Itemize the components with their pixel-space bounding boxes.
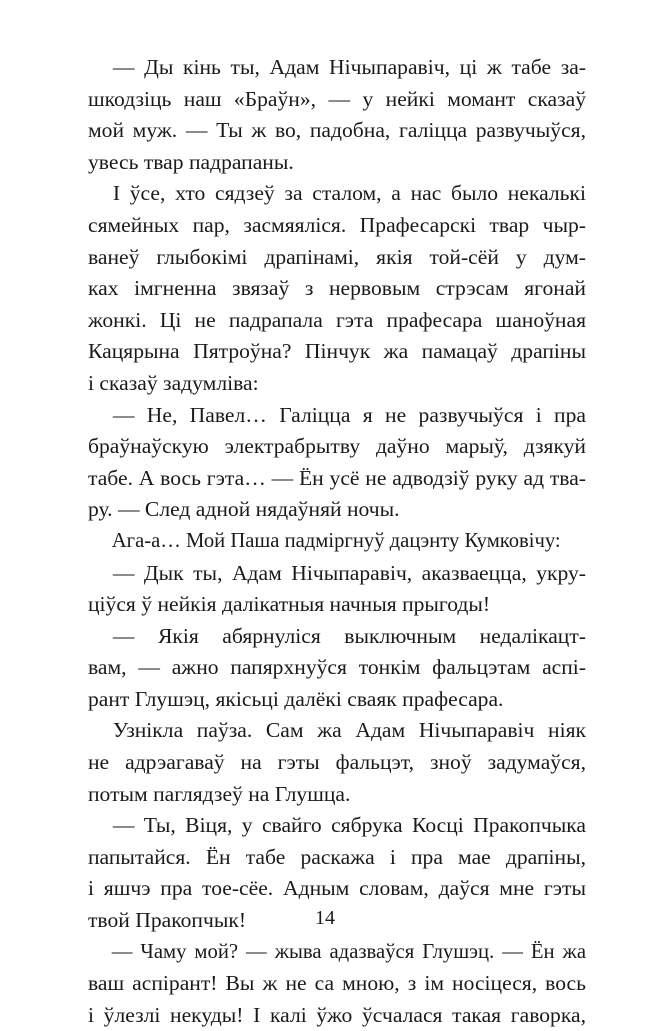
paragraph (88, 178, 586, 399)
text-line: — Ды кінь ты, Адам Нічыпаравіч, ці ж табе за- (112, 55, 586, 79)
text-line: Ага-а… Мой Паша падміргнуў дацэнту Кумковічу: (111, 529, 561, 552)
text-line: жонкі. Ці не падрапала гэта прафесара шаноўная (88, 307, 586, 332)
text-line: рант Глушэц, якісьці далёкі сваяк прафесара. (88, 686, 504, 711)
text-line: увесь твар падрапаны. (88, 149, 294, 174)
text-line: браўнаўскую электрабрытву даўно марыў, дзякуй (88, 434, 586, 459)
text-line: мой муж. — Ты ж во, падобна, галіцца развучыўся, (88, 118, 586, 143)
page-body (88, 52, 586, 1031)
text-line: сямейных пар, засмяяліся. Прафесарскі твар чыр- (88, 212, 586, 237)
text-line: папытайся. Ён табе раскажа і пра мае драпіны, (88, 844, 586, 869)
text-line: вам, — ажно папярхнуўся тонкім фальцэтам аспі- (88, 655, 586, 680)
text-line: — Не, Павел… Галіцца я не развучыўся і пра (112, 402, 586, 427)
text-line: І ўсе, хто сядзеў за сталом, а нас было некалькі (112, 181, 586, 206)
text-line: — Якія абярнуліся выключным недалікацт- (112, 623, 586, 648)
text-line: і сказаў задумліва: (88, 370, 259, 395)
text-line: потым паглядзеў на Глушца. (88, 781, 351, 806)
text-line: Кацярына Пятроўна? Пінчук жа памацаў драпіны (88, 339, 586, 364)
text-line: ваш аспірант! Вы ж не са мною, з ім носіцеся, вось (88, 971, 586, 996)
text-line: — Чаму мой? — жыва адазваўся Глушэц. — Ён жа (111, 940, 586, 963)
text-line: — Дык ты, Адам Нічыпаравіч, аказваецца, укру- (112, 560, 586, 585)
text-line: ру. — След адной нядаўняй ночы. (88, 497, 400, 522)
paragraph (88, 715, 586, 810)
paragraph (88, 937, 586, 1031)
paragraph (88, 400, 586, 526)
text-line: табе. А вось гэта… — Ён усё не адводзіў руку ад тва- (88, 465, 586, 490)
paragraph (88, 558, 586, 621)
paragraph (88, 621, 586, 716)
text-line: і ўлезлі некуды! І калі ўжо ўсчалася такая гаворка, (88, 1002, 586, 1027)
text-line: ках імгненна звязаў з нервовым стрэсам ягонай (88, 276, 586, 301)
paragraph (88, 52, 586, 178)
text-line: ціўся ў нейкія далікатныя начныя прыгоды! (88, 592, 491, 617)
text-line: шкодзіць наш «Браўн», — у нейкі момант сказаў (88, 86, 586, 111)
text-line: і яшчэ пра тое-сёе. Адным словам, даўся мне гэты (88, 876, 586, 901)
page-number: 14 (315, 907, 335, 929)
text-line: — Ты, Віця, у свайго сябрука Косці Пракопчыка (112, 813, 586, 838)
text-line: Узнікла паўза. Сам жа Адам Нічыпаравіч ніяк (112, 718, 586, 743)
paragraph (88, 526, 586, 558)
text-line: ванеў глыбокімі драпінамі, якія той-сёй у дум- (88, 244, 586, 269)
text-line: не адрэагаваў на гэты фальцэт, зноў задумаўся, (88, 750, 586, 775)
text-line: твой Пракопчык! (88, 908, 247, 933)
